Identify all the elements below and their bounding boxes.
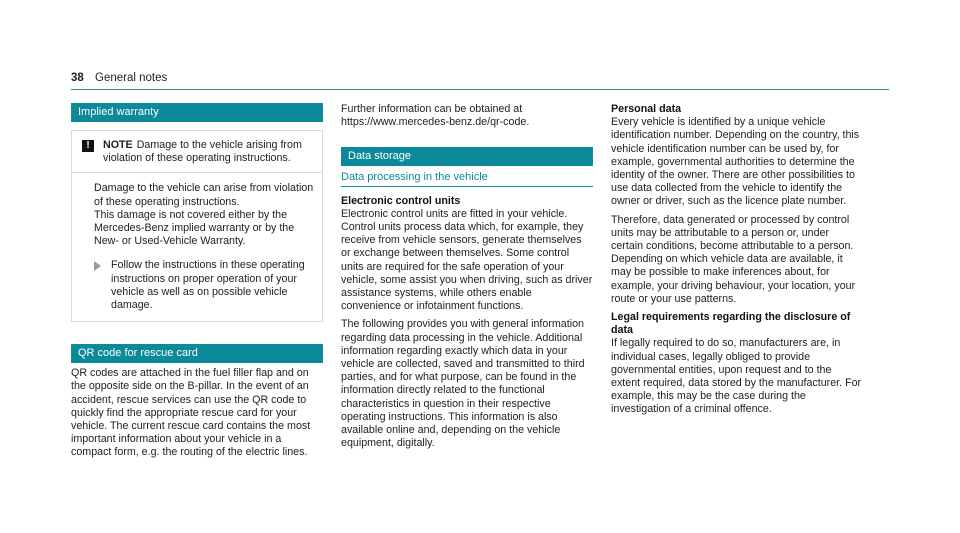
- therefore-text: Therefore, data generated or processed by control units may be attributable to a person or, under certain conditions, become attributable to a person. Depending on which vehicle data are available, it may be possible to make inferences about, for example, your driving behaviour, your location, your route or your use patterns.: [611, 213, 856, 305]
- column-middle: [341, 103, 593, 450]
- legal-requirements-text: If legally required to do so, manufacturers are, in individual cases, legally obliged to provide governmental entities, upon request and to the extent required, data stored by the manufacturer. For example, this may be the case during the investigation of a criminal offence.: [611, 337, 862, 416]
- instruction-step-text: Follow the instructions in these operating instructions on proper operation of your vehicle as well as on possible vehicle damage.: [111, 259, 305, 312]
- further-information-text: Further information can be obtained at https://www.mercedes-benz.de/qr-code.: [341, 103, 530, 129]
- legal-requirements-heading: Legal requirements regarding the disclosure of data: [611, 311, 851, 337]
- following-info-text: The following provides you with general information regarding data processing in the vehicle. Additional information regarding exactly which data in your vehicle are collected, saved and transmitted to third parties, and for what purpose, can be found in the information directly related to the functional characteristics in question in their respective operating instructions. This information is also available online and, depending on the vehicle equipment, digitally.: [341, 318, 585, 450]
- instruction-step: [94, 259, 314, 312]
- warranty-notice-box: [71, 130, 323, 322]
- column-right: [611, 103, 863, 417]
- data-storage-banner: Data storage: [341, 147, 593, 166]
- exclamation-icon: !: [82, 140, 94, 152]
- qr-code-text: QR codes are attached in the fuel filler flap and on the opposite side on the B-pillar. In the event of an accident, rescue services can use the QR code to quickly find the appropriate rescue card for your vehicle. The current rescue card contains the most important information about your vehicle in a compact form, e.g. the routing of the electric lines.: [71, 367, 311, 459]
- ecu-heading: Electronic control units: [341, 194, 461, 207]
- column-left: [71, 103, 323, 460]
- page-header: [71, 72, 167, 84]
- warranty-body-2: This damage is not covered either by the Mercedes-Benz implied warranty or by the New- or Used-Vehicle Warranty.: [94, 208, 295, 248]
- qr-code-banner: QR code for rescue card: [71, 344, 323, 363]
- note-notice: [72, 131, 322, 173]
- personal-data-text: Every vehicle is identified by a unique vehicle identification number. Depending on the country, this vehicle identification number can be used by, for example, governmental authorities to determine the identity of the owner. There are other possibilities to use data collected from the vehicle to identify the owner or driver, such as the licence plate number.: [611, 116, 860, 208]
- note-label: NOTE: [103, 139, 133, 151]
- warranty-body: Damage to the vehicle can arise from violation of these operating instructions.: [94, 182, 314, 208]
- page-number: 38: [71, 72, 84, 84]
- implied-warranty-banner: Implied warranty: [71, 103, 323, 122]
- step-arrow-icon: [94, 261, 101, 271]
- personal-data-heading: Personal data: [611, 103, 682, 115]
- data-processing-subheading: Data processing in the vehicle: [341, 171, 593, 186]
- section-title: General notes: [95, 72, 168, 84]
- note-text: Damage to the vehicle arising from violation of these operating instructions.: [103, 139, 302, 165]
- header-divider: [71, 89, 889, 90]
- ecu-text: Electronic control units are fitted in your vehicle. Control units process data which, for example, they receive from vehicle sensors, generate themselves or exchange between themselves. Some control units are required for the safe operation of your vehicle, some assist you when driving, such as driver assistance systems, while others enable convenience or infotainment functions.: [341, 207, 593, 313]
